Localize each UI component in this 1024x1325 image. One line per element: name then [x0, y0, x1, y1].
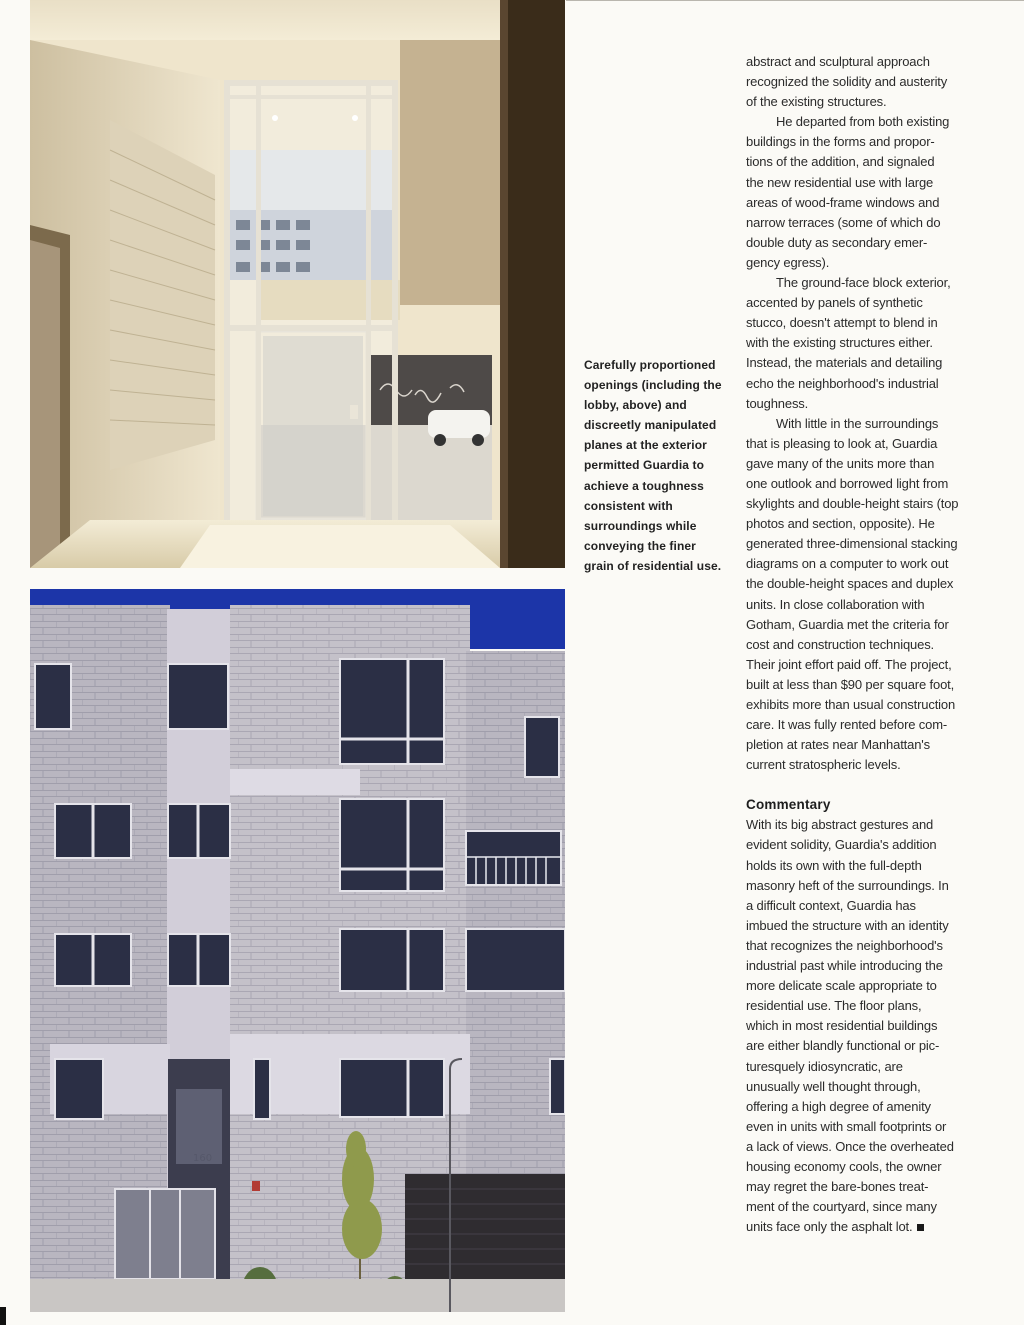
body-line: current stratospheric levels.	[746, 757, 901, 773]
body-line: diagrams on a computer to work out	[746, 556, 949, 572]
end-mark-icon	[917, 1224, 924, 1231]
body-paragraphs	[746, 52, 976, 775]
body-line: Instead, the materials and detailing	[746, 355, 943, 371]
commentary-line: a lack of views. Once the overheated	[746, 1138, 954, 1154]
body-line: generated three-dimensional stacking	[746, 536, 958, 552]
commentary-line: more delicate scale appropriate to	[746, 978, 937, 994]
body-line: with the existing structures either.	[746, 335, 933, 351]
body-line: He departed from both existing	[776, 114, 950, 130]
body-line: exhibits more than usual construction	[746, 697, 956, 712]
commentary-line: industrial past while introducing the	[746, 958, 943, 974]
body-line: care. It was fully rented before com-	[746, 717, 948, 733]
body-line: The ground-face block exterior,	[776, 275, 951, 291]
body-line: cost and construction techniques.	[746, 636, 934, 652]
lobby-photo	[30, 0, 565, 568]
commentary-line: a difficult context, Guardia has	[746, 897, 916, 913]
photo-caption	[584, 355, 734, 576]
body-line: Their joint effort paid off. The project,	[746, 656, 952, 672]
caption-line: surroundings while	[584, 518, 697, 533]
commentary-line: imbued the structure with an identity	[746, 917, 949, 933]
body-line: accented by panels of synthetic	[746, 295, 923, 311]
body-line: units. In close collaboration with	[746, 596, 925, 612]
facade-photo	[30, 589, 565, 1312]
article-body	[746, 52, 976, 1237]
commentary-line: housing economy cools, the owner	[746, 1158, 942, 1174]
commentary-line: offering a high degree of amenity	[746, 1098, 931, 1114]
commentary-line: masonry heft of the surroundings. In	[746, 877, 949, 893]
commentary-line: are either blandly functional or pic-	[746, 1038, 940, 1054]
body-line: narrow terraces (some of which do	[746, 214, 941, 230]
top-rule	[566, 0, 1024, 1]
commentary-line: even in units with small footprints or	[746, 1118, 947, 1134]
body-line: tions of the addition, and signaled	[746, 154, 935, 170]
caption-line: lobby, above) and	[584, 398, 687, 413]
caption-line: consistent with	[584, 498, 673, 513]
commentary-line: may regret the bare-bones treat-	[746, 1179, 929, 1195]
body-line: built at less than $90 per square foot,	[746, 676, 955, 692]
section-gap	[746, 775, 976, 794]
body-line: Gotham, Guardia met the criteria for	[746, 616, 949, 632]
caption-line: permitted Guardia to	[584, 458, 705, 473]
body-line: abstract and sculptural approach	[746, 54, 930, 69]
commentary-line: unusually well thought through,	[746, 1078, 921, 1094]
body-line: stucco, doesn't attempt to blend in	[746, 315, 938, 331]
lobby-illustration	[30, 0, 565, 568]
commentary-line: holds its own with the full-depth	[746, 857, 922, 873]
commentary-line: residential use. The floor plans,	[746, 998, 922, 1014]
commentary-line: which in most residential buildings	[746, 1018, 938, 1034]
body-line: that is pleasing to look at, Guardia	[746, 435, 938, 451]
commentary-line: evident solidity, Guardia's addition	[746, 837, 937, 853]
body-line: one outlook and borrowed light from	[746, 475, 949, 491]
caption-line: Carefully proportioned	[584, 358, 716, 372]
body-line: buildings in the forms and propor-	[746, 134, 935, 150]
body-line: photos and section, opposite). He	[746, 516, 935, 532]
body-line: the new residential use with large	[746, 174, 934, 190]
address-sign: 160	[193, 1153, 213, 1164]
body-line: echo the neighborhood's industrial	[746, 375, 939, 391]
body-line: pletion at rates near Manhattan's	[746, 737, 930, 753]
caption-line: conveying the finer	[584, 538, 696, 553]
caption-line: achieve a toughness	[584, 478, 704, 493]
commentary-paragraph	[746, 815, 976, 1237]
body-line: the double-height spaces and duplex	[746, 576, 954, 592]
caption-line: discreetly manipulated	[584, 418, 717, 433]
body-line: double duty as secondary emer-	[746, 234, 928, 250]
page-edge-tab	[0, 1307, 6, 1325]
commentary-line: turesquely idiosyncratic, are	[746, 1058, 903, 1074]
caption-line: openings (including the	[584, 378, 722, 393]
commentary-line: ment of the courtyard, since many	[746, 1199, 937, 1215]
caption-line: grain of residential use.	[584, 558, 722, 573]
body-line: areas of wood-frame windows and	[746, 194, 940, 210]
commentary-line: that recognizes the neighborhood's	[746, 937, 943, 953]
body-line: gency egress).	[746, 254, 830, 270]
body-line: of the existing structures.	[746, 94, 887, 110]
body-line: recognized the solidity and austerity	[746, 74, 948, 90]
body-line: skylights and double-height stairs (top	[746, 496, 959, 512]
caption-line: planes at the exterior	[584, 438, 707, 453]
body-line: toughness.	[746, 395, 809, 411]
commentary-line: units face only the asphalt lot.	[746, 1217, 976, 1237]
facade-illustration	[30, 589, 565, 1312]
commentary-line: With its big abstract gestures and	[746, 817, 934, 833]
body-line: gave many of the units more than	[746, 455, 935, 471]
body-line: With little in the surroundings	[776, 415, 939, 431]
commentary-heading: Commentary	[746, 797, 831, 813]
